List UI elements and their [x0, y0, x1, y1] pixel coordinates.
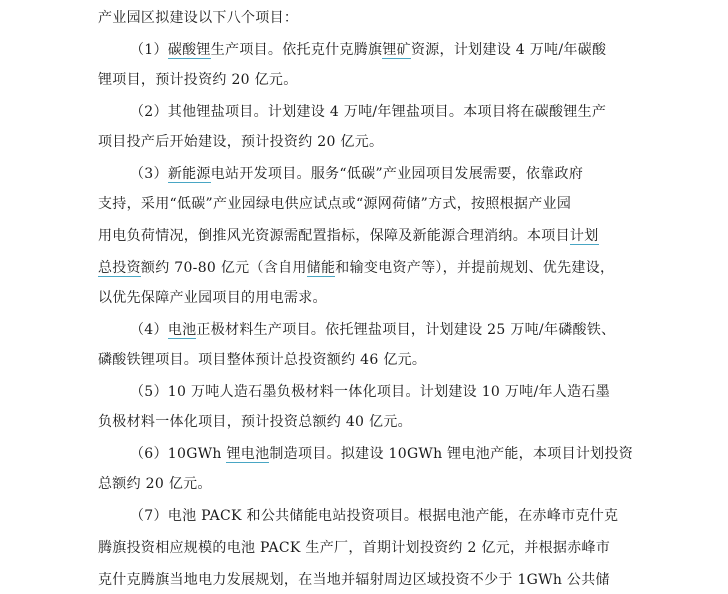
p3-text-d: 额约 70-80 亿元（含自用	[140, 260, 307, 276]
p7-line-1	[130, 506, 618, 526]
p5-line-2	[98, 412, 412, 432]
p3-line-1	[130, 164, 583, 184]
p3-text-e: 和输变电资产等），并提前规划、优先建设，	[335, 260, 615, 276]
keyword-lithium-battery: 锂电池	[226, 446, 270, 462]
p6-text-b: 总额约 20 亿元。	[98, 476, 212, 492]
p3-text-f: 以优先保障产业园项目的用电需求。	[98, 290, 327, 306]
p5-text-a: （5）10 万吨人造石墨负极材料一体化项目。计划建设 10 万吨/年人造石墨	[130, 384, 611, 400]
p2-text-a: （2）其他锂盐项目。计划建设 4 万吨/年锂盐项目。本项目将在碳酸锂生产	[130, 104, 607, 120]
p7-line-3	[98, 570, 610, 590]
p1-line-2	[98, 70, 298, 90]
intro-line	[98, 8, 298, 28]
p3-text-c: 用电负荷情况，倒推风光资源需配置指标，保障及新能源合理消纳。本项目	[98, 228, 570, 244]
p2-line-1	[130, 102, 606, 122]
keyword-plan: 计划	[569, 228, 599, 244]
keyword-lithium-ore: 锂矿	[382, 42, 411, 58]
p4-line-1	[130, 320, 615, 340]
p7-text-b: 腾旗投资相应规模的电池 PACK 生产厂，首期计划投资约 2 亿元，并根据赤峰市	[98, 540, 611, 556]
keyword-total-investment: 总投资	[98, 260, 141, 276]
p5-line-1	[130, 382, 610, 402]
keyword-battery: 电池	[167, 322, 197, 338]
p6-line-2	[98, 474, 212, 494]
keyword-new-energy: 新能源	[167, 166, 211, 182]
p1-text-a: 生产项目。依托克什克腾旗	[210, 42, 383, 58]
p4-text-a: 正极材料生产项目。依托锂盐项目，计划建设 25 万吨/年磷酸铁、	[196, 322, 616, 338]
p1-number: （1）	[130, 42, 168, 58]
p3-line-4	[98, 258, 614, 278]
p5-text-b: 负极材料一体化项目，预计投资总额约 40 亿元。	[98, 414, 412, 430]
p3-line-2	[98, 194, 571, 214]
p6-number: （6）10GWh	[130, 446, 227, 462]
p3-line-5	[98, 288, 327, 308]
keyword-lithium-carbonate: 碳酸锂	[167, 42, 211, 58]
p6-line-1	[130, 444, 633, 464]
p2-text-b: 项目投产后开始建设，预计投资约 20 亿元。	[98, 134, 384, 150]
p4-number: （4）	[130, 322, 168, 338]
p4-line-2	[98, 350, 426, 370]
intro-text: 产业园区拟建设以下八个项目：	[98, 10, 299, 26]
p3-number: （3）	[130, 166, 168, 182]
p2-line-2	[98, 132, 383, 152]
p3-text-a: 电站开发项目。服务“低碳”产业园项目发展需要，依靠政府	[210, 166, 584, 182]
keyword-energy-storage: 储能	[306, 260, 336, 276]
p7-text-c: 克什克腾旗当地电力发展规划，在当地并辐射周边区域投资不少于 1GWh 公共储	[98, 572, 610, 588]
p3-line-3	[98, 226, 599, 246]
p1-text-b: 资源，计划建设 4 万吨/年碳酸	[410, 42, 607, 58]
p4-text-b: 磷酸铁锂项目。项目整体预计总投资额约 46 亿元。	[98, 352, 427, 368]
p6-text-a: 制造项目。拟建设 10GWh 锂电池产能，本项目计划投资	[269, 446, 634, 462]
p7-text-a: （7）电池 PACK 和公共储能电站投资项目。根据电池产能，在赤峰市克什克	[130, 508, 619, 524]
p7-line-2	[98, 538, 610, 558]
p1-line-1	[130, 40, 606, 60]
p3-text-b: 支持，采用“低碳”产业园绿电供应试点或“源网荷储”方式，按照根据产业园	[98, 196, 572, 212]
p1-text-c: 锂项目，预计投资约 20 亿元。	[98, 72, 298, 88]
